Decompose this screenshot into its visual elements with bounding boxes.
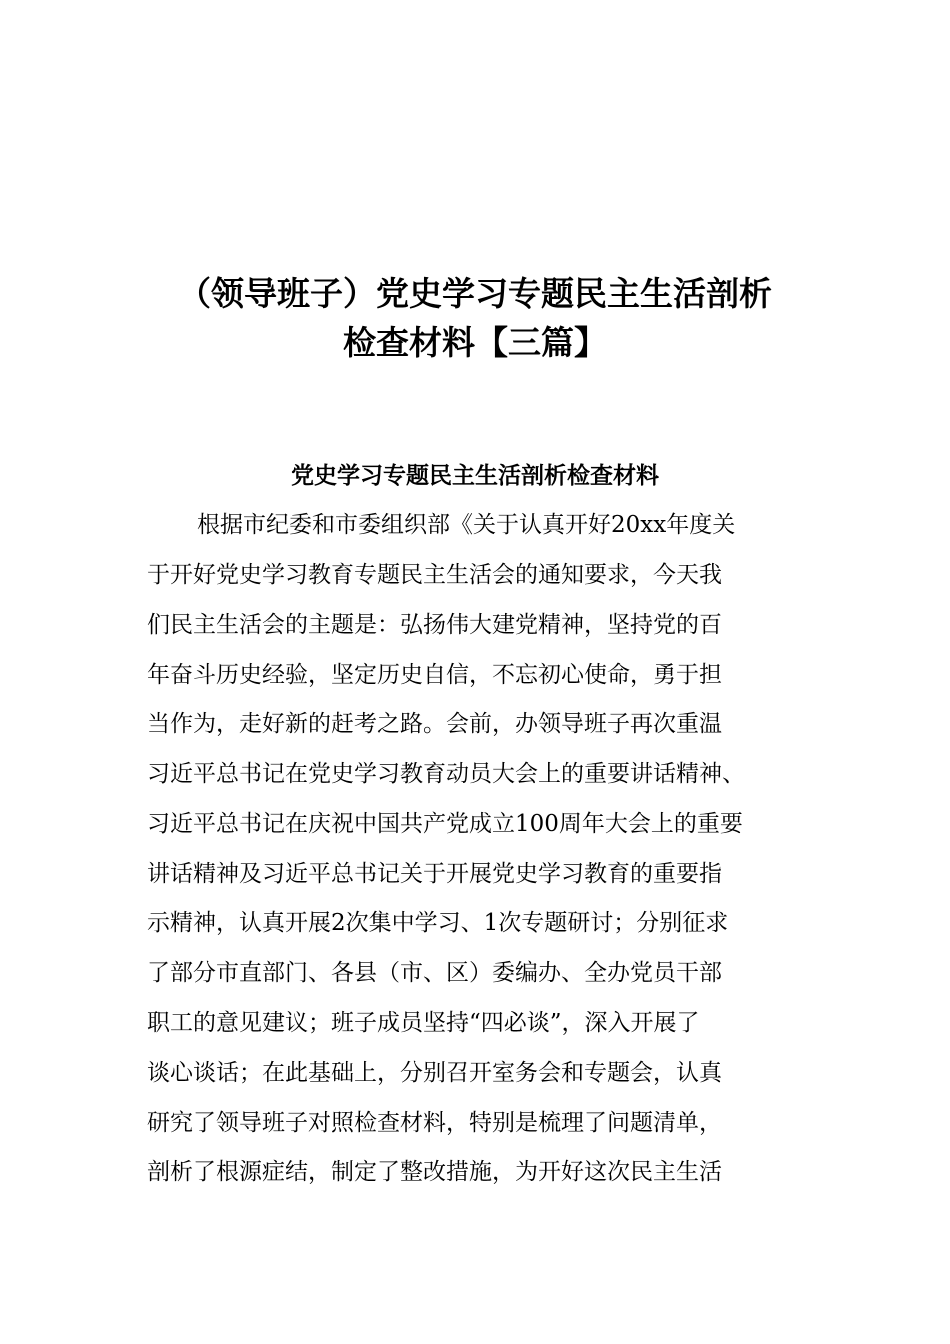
paragraph-line: 习近平总书记在庆祝中国共产党成立100周年大会上的重要 (147, 811, 743, 837)
document-title-line-2: 检查材料【三篇】 (343, 323, 607, 362)
paragraph-line: 研究了领导班子对照检查材料，特别是梳理了问题清单， (147, 1110, 722, 1136)
document-title-line-1: （领导班子）党史学习专题民主生活剖析 (178, 274, 772, 313)
section-title: 党史学习专题民主生活剖析检查材料 (291, 463, 659, 489)
paragraph-line: 讲话精神及习近平总书记关于开展党史学习教育的重要指 (147, 861, 722, 887)
paragraph-line: 当作为，走好新的赶考之路。会前，办领导班子再次重温 (147, 711, 722, 737)
paragraph-line: 示精神，认真开展2次集中学习、1次专题研讨；分别征求 (147, 910, 729, 936)
paragraph-line: 习近平总书记在党史学习教育动员大会上的重要讲话精神、 (147, 761, 745, 787)
paragraph-line: 了部分市直部门、各县（市、区）委编办、全办党员干部 (147, 960, 722, 986)
paragraph-line: 根据市纪委和市委组织部《关于认真开好20xx年度关 (197, 512, 736, 538)
paragraph-line: 们民主生活会的主题是：弘扬伟大建党精神，坚持党的百 (147, 612, 722, 638)
paragraph-line: 职工的意见建议；班子成员坚持“四必谈”，深入开展了 (147, 1010, 700, 1036)
paragraph-line: 年奋斗历史经验，坚定历史自信，不忘初心使命，勇于担 (147, 662, 722, 688)
paragraph-line: 谈心谈话；在此基础上，分别召开室务会和专题会，认真 (147, 1060, 722, 1086)
paragraph-line: 剖析了根源症结，制定了整改措施，为开好这次民主生活 (147, 1159, 722, 1185)
paragraph-line: 于开好党史学习教育专题民主生活会的通知要求，今天我 (147, 562, 722, 588)
